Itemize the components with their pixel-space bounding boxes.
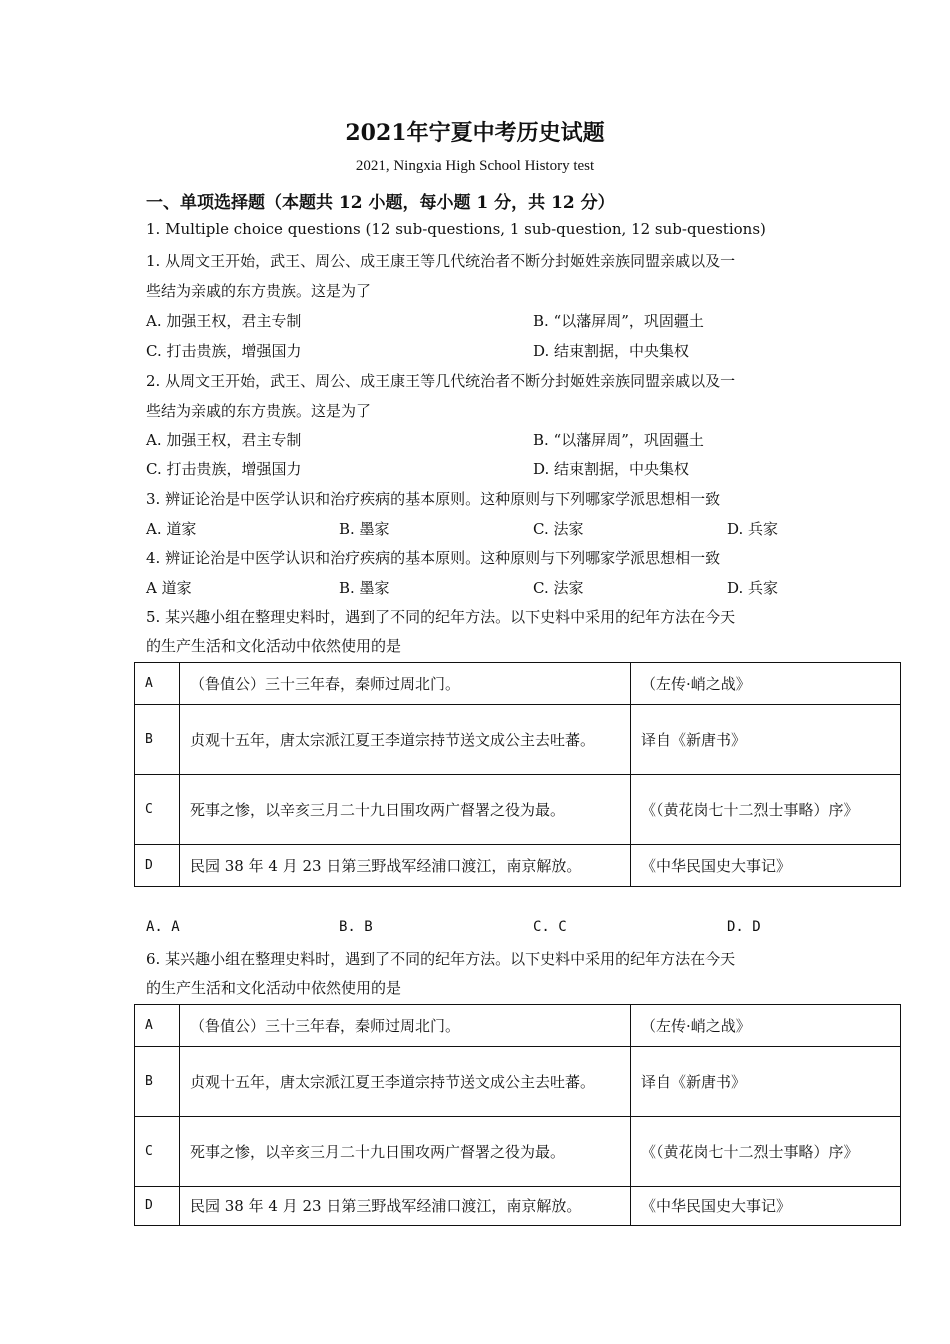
table-row	[135, 1047, 901, 1117]
table-row	[135, 705, 901, 775]
q3-option-a: A. 道家	[146, 520, 197, 538]
q1-stem-line1: 1. 从周文王开始，武王、周公、成王康王等几代统治者不断分封姬姓亲族同盟亲戚以及一	[146, 252, 736, 270]
q5-option-b: B. B	[339, 919, 373, 935]
q5-stem-line1: 5. 某兴趣小组在整理史料时，遇到了不同的纪年方法。以下史料中采用的纪年方法在今天	[146, 608, 736, 626]
q1-option-c: C. 打击贵族，增强国力	[146, 342, 302, 360]
table-row	[135, 845, 901, 887]
q1-option-b: B. “以藩屏周”，巩固疆土	[533, 312, 704, 330]
row-source: 《（黄花岗七十二烈士事略）序》	[631, 1117, 901, 1187]
row-label: D	[135, 1187, 180, 1226]
row-source: 《中华民国史大事记》	[631, 845, 901, 887]
page-title: 2021年宁夏中考历史试题	[345, 120, 605, 146]
row-label: C	[135, 775, 180, 845]
q2-option-c: C. 打击贵族，增强国力	[146, 460, 302, 478]
row-text: （鲁值公）三十三年春，秦师过周北门。	[180, 663, 631, 705]
page-subtitle: 2021, Ningxia High School History test	[355, 158, 595, 174]
q4-option-a: A 道家	[146, 579, 192, 597]
q5-option-a: A. A	[146, 919, 180, 935]
q6-source-table	[134, 1004, 901, 1226]
row-label: A	[135, 1005, 180, 1047]
q3-stem: 3. 辨证论治是中医学认识和治疗疾病的基本原则。这种原则与下列哪家学派思想相一致	[146, 490, 721, 508]
row-source: 《中华民国史大事记》	[631, 1187, 901, 1226]
q5-option-d: D. D	[727, 919, 761, 935]
q2-option-a: A. 加强王权，君主专制	[146, 431, 302, 449]
table-row	[135, 663, 901, 705]
q3-option-b: B. 墨家	[339, 520, 390, 538]
q3-option-d: D. 兵家	[727, 520, 779, 538]
row-source: 译自《新唐书》	[631, 1047, 901, 1117]
row-label: C	[135, 1117, 180, 1187]
table-row	[135, 1187, 901, 1226]
row-text: 民园 38 年 4 月 23 日第三野战军经浦口渡江，南京解放。	[180, 845, 631, 887]
row-source: （左传·峭之战》	[631, 663, 901, 705]
row-label: B	[135, 1047, 180, 1117]
row-source: 译自《新唐书》	[631, 705, 901, 775]
q1-option-a: A. 加强王权，君主专制	[146, 312, 302, 330]
q2-option-d: D. 结束割据，中央集权	[533, 460, 690, 478]
table-row	[135, 1117, 901, 1187]
row-source: （左传·峭之战》	[631, 1005, 901, 1047]
q1-stem-line2: 些结为亲戚的东方贵族。这是为了	[146, 282, 372, 300]
q3-option-c: C. 法家	[533, 520, 584, 538]
row-label: B	[135, 705, 180, 775]
row-text: （鲁值公）三十三年春，秦师过周北门。	[180, 1005, 631, 1047]
q2-stem-line1: 2. 从周文王开始，武王、周公、成王康王等几代统治者不断分封姬姓亲族同盟亲戚以及一	[146, 372, 736, 390]
row-text: 贞观十五年，唐太宗派江夏王李道宗持节送文成公主去吐蕃。	[180, 705, 631, 775]
section-english: 1. Multiple choice questions (12 sub-questions, 1 sub-question, 12 sub-questions)	[146, 220, 766, 238]
row-text: 贞观十五年，唐太宗派江夏王李道宗持节送文成公主去吐蕃。	[180, 1047, 631, 1117]
row-source: 《（黄花岗七十二烈士事略）序》	[631, 775, 901, 845]
row-label: A	[135, 663, 180, 705]
row-label: D	[135, 845, 180, 887]
q5-option-c: C. C	[533, 919, 567, 935]
section-heading: 一、单项选择题（本题共 12 小题，每小题 1 分，共 12 分）	[146, 193, 615, 213]
row-text: 死事之惨，以辛亥三月二十九日围攻两广督署之役为最。	[180, 1117, 631, 1187]
q4-option-d: D. 兵家	[727, 579, 779, 597]
q6-stem-line2: 的生产生活和文化活动中依然使用的是	[146, 979, 402, 997]
q4-stem: 4. 辨证论治是中医学认识和治疗疾病的基本原则。这种原则与下列哪家学派思想相一致	[146, 549, 721, 567]
q6-stem-line1: 6. 某兴趣小组在整理史料时，遇到了不同的纪年方法。以下史料中采用的纪年方法在今天	[146, 950, 736, 968]
q2-option-b: B. “以藩屏周”，巩固疆土	[533, 431, 704, 449]
row-text: 死事之惨，以辛亥三月二十九日围攻两广督署之役为最。	[180, 775, 631, 845]
q4-option-c: C. 法家	[533, 579, 584, 597]
q5-stem-line2: 的生产生活和文化活动中依然使用的是	[146, 637, 402, 655]
q1-option-d: D. 结束割据，中央集权	[533, 342, 690, 360]
q5-source-table	[134, 662, 901, 887]
q4-option-b: B. 墨家	[339, 579, 390, 597]
q2-stem-line2: 些结为亲戚的东方贵族。这是为了	[146, 402, 372, 420]
table-row	[135, 1005, 901, 1047]
table-row	[135, 775, 901, 845]
row-text: 民园 38 年 4 月 23 日第三野战军经浦口渡江，南京解放。	[180, 1187, 631, 1226]
